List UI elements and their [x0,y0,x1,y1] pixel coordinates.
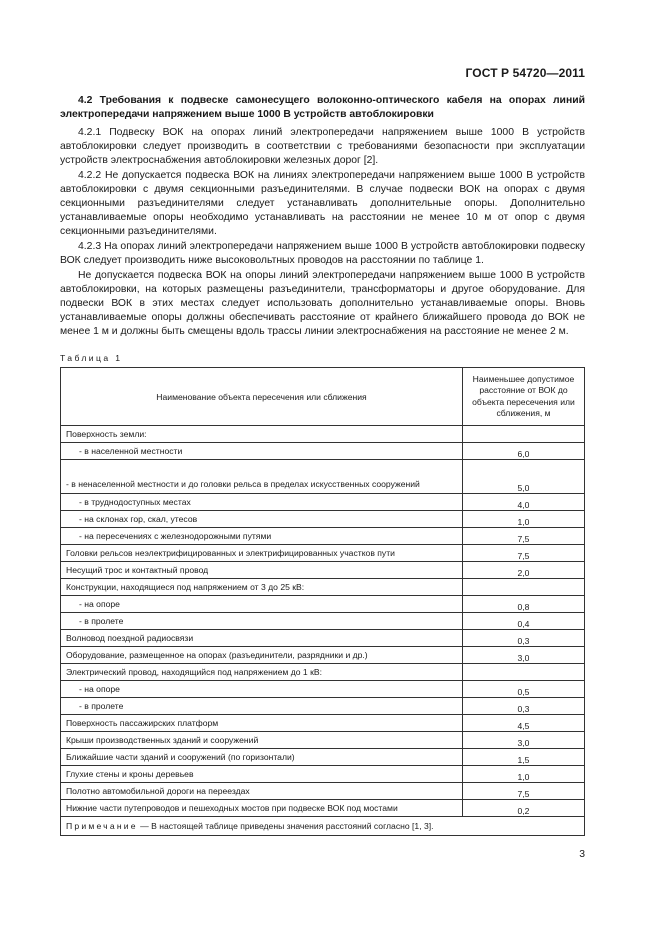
paragraph-4-2-3: 4.2.3 На опорах линий электропередачи напряжением выше 1000 В устройств автоблокировки подвеску ВОК следует производить ниже высоковольтных проводов на расстоянии по таблице 1. [60,241,585,266]
row-value: 6,0 [463,443,585,460]
row-value: 0,3 [463,630,585,647]
row-value: 1,0 [463,511,585,528]
table-row [61,681,585,698]
table-row [61,443,585,460]
table-header-row [61,368,585,426]
row-value: 0,8 [463,596,585,613]
standard-designation: ГОСТ Р 54720—2011 [465,66,585,80]
row-name: - на склонах гор, скал, утесов [61,511,463,528]
page-number: 3 [579,849,585,860]
section-title: 4.2 Требования к подвеске самонесущего волоконно-оптического кабеля на опорах линий электропередачи напряжением выше 1000 В устройств автоблокировки [60,95,585,120]
row-name: - на опоре [61,681,463,698]
table-row [61,596,585,613]
row-name: - на пересечениях с железнодорожными путями [61,528,463,545]
row-value: 1,0 [463,766,585,783]
paragraph-4-2-2: 4.2.2 Не допускается подвеска ВОК на линиях электропередачи напряжением выше 1000 В устройств автоблокировки с двумя секционными разъединителями. В случае подвески ВОК на опорах с двумя секционными разъединителями следует устанавливать дополнительные опоры. Дополнительно устанавливаемые опоры необходимо устанавливать на расстоянии не менее 10 м от опор с двумя секционными разъединителями. [60,170,585,237]
row-name: - в труднодоступных местах [61,494,463,511]
table-row [61,511,585,528]
row-value: 7,5 [463,528,585,545]
row-name: Поверхность земли: [61,426,463,443]
row-value: 3,0 [463,647,585,664]
row-value: 0,5 [463,681,585,698]
distance-table [60,367,585,836]
row-value [463,664,585,681]
row-value: 7,5 [463,545,585,562]
row-name: - в населенной местности [61,443,463,460]
row-name: - в пролете [61,613,463,630]
table-row [61,800,585,817]
row-name: - в ненаселенной местности и до головки рельса в пределах искусственных сооружений [61,460,463,494]
row-value: 1,5 [463,749,585,766]
note-label: Примечание [66,821,138,831]
paragraph-4-2-1: 4.2.1 Подвеску ВОК на опорах линий электропередачи напряжением выше 1000 В устройств автоблокировки следует производить в соответствии с требованиями безопасности при эксплуатации устройств электроснабжения автоблокировки железных дорог [2]. [60,127,585,166]
table-row [61,545,585,562]
column-header-distance: Наименьшее допустимое расстояние от ВОК до объекта пересечения или сближения, м [463,368,585,426]
table-row [61,613,585,630]
table-row [61,732,585,749]
row-name: Головки рельсов неэлектрифицированных и электрифицированных участков пути [61,545,463,562]
row-value: 0,2 [463,800,585,817]
paragraph-4-2-3-continued: Не допускается подвеска ВОК на опоры линий электропередачи напряжением выше 1000 В устройств автоблокировки, на которых размещены разъединители, трансформаторы и другое оборудование. Для подвески ВОК в этих местах следует использовать дополнительно устанавливаемые опоры. Вновь устанавливаемые опоры должны обеспечивать расстояние от крайнего ближайшего провода до ВОК не менее 1 м и должны быть смещены вдоль трассы линии электроснабжения на расстояние не менее 2 м. [60,270,585,337]
row-value: 4,5 [463,715,585,732]
table-row [61,715,585,732]
row-name: Нижние части путепроводов и пешеходных мостов при подвеске ВОК под мостами [61,800,463,817]
row-name: Электрический провод, находящийся под напряжением до 1 кВ: [61,664,463,681]
row-value [463,579,585,596]
table-row [61,766,585,783]
table-note-row [61,817,585,836]
table-row [61,426,585,443]
page-content [60,94,585,836]
row-name: Волновод поездной радиосвязи [61,630,463,647]
row-name: Конструкции, находящиеся под напряжением от 3 до 25 кВ: [61,579,463,596]
row-name: Поверхность пассажирских платформ [61,715,463,732]
column-header-object: Наименование объекта пересечения или сближения [61,368,463,426]
row-value: 7,5 [463,783,585,800]
table-row [61,647,585,664]
row-value: 4,0 [463,494,585,511]
table-row [61,630,585,647]
row-name: Несущий трос и контактный провод [61,562,463,579]
table-row [61,528,585,545]
table-row [61,698,585,715]
row-name: Полотно автомобильной дороги на переездах [61,783,463,800]
table-note [61,817,585,836]
row-value: 5,0 [463,460,585,494]
table-row [61,562,585,579]
row-value: 0,4 [463,613,585,630]
table-row [61,749,585,766]
row-value: 2,0 [463,562,585,579]
table-row [61,664,585,681]
table-row [61,579,585,596]
table-row [61,783,585,800]
row-name: Оборудование, размещенное на опорах (разъединители, разрядники и др.) [61,647,463,664]
row-name: Глухие стены и кроны деревьев [61,766,463,783]
row-value [463,426,585,443]
row-value: 0,3 [463,698,585,715]
row-name: Крыши производственных зданий и сооружений [61,732,463,749]
row-name: - на опоре [61,596,463,613]
table-caption: Таблица 1 [60,353,123,363]
table-row [61,494,585,511]
row-name: - в пролете [61,698,463,715]
table-row [61,460,585,494]
note-text: — В настоящей таблице приведены значения расстояний согласно [1, 3]. [137,821,434,831]
row-name: Ближайшие части зданий и сооружений (по горизонтали) [61,749,463,766]
row-value: 3,0 [463,732,585,749]
